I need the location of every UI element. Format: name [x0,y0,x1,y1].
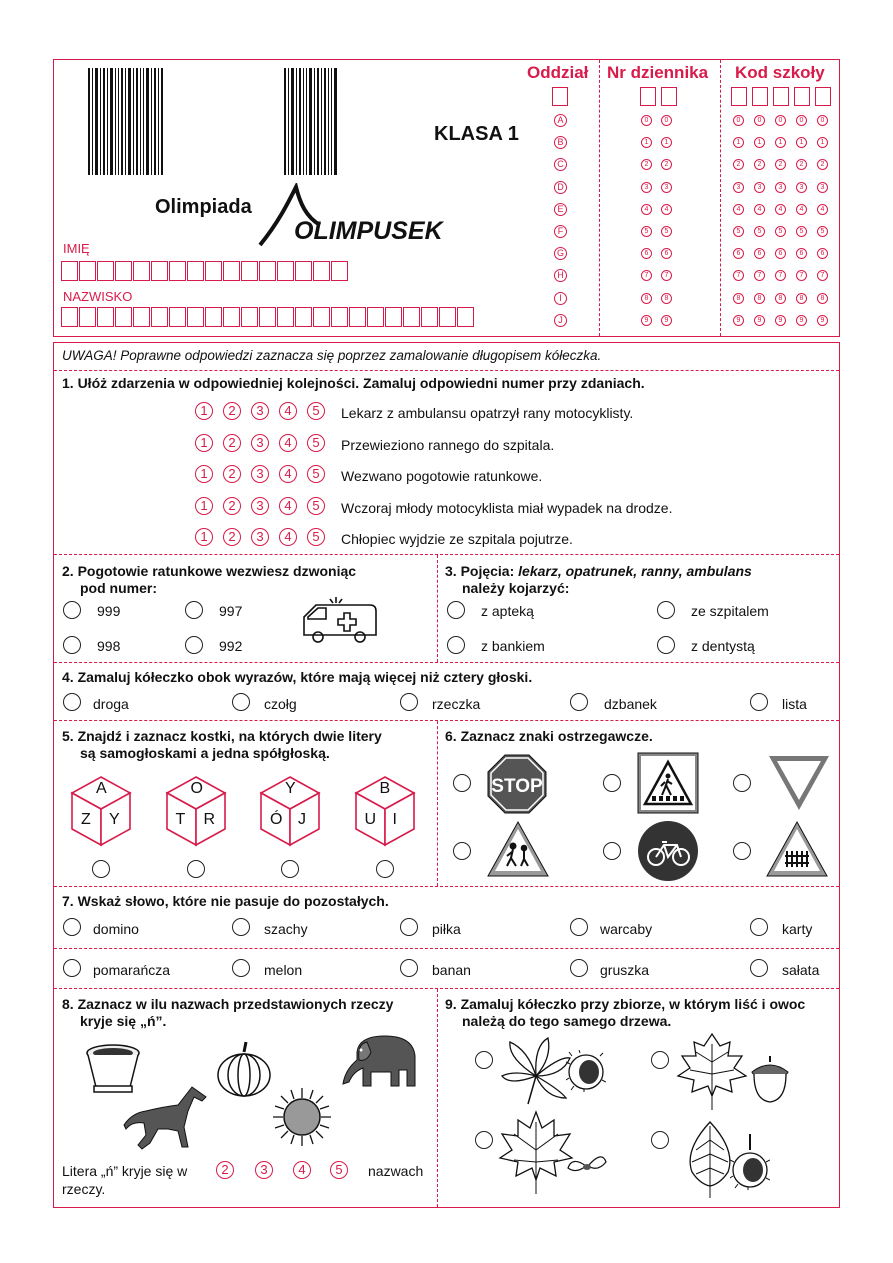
kod-bubble-1-0[interactable]: 0 [733,115,744,126]
q1-sentence-2: Przewieziono rannego do szpitala. [341,436,555,453]
q9-title: 9. Zamaluj kółeczko przy zbiorze, w którym liść i owoc [445,996,806,1012]
pedestrian-crossing-sign-icon [637,752,699,814]
kod-bubble-3-2[interactable]: 2 [775,159,786,170]
kod-bubble-5-8[interactable]: 8 [817,293,828,304]
q1-title: 1. Ułóż zdarzenia w odpowiedniej kolejności. Zamaluj odpowiedni numer przy zdaniach. [62,375,645,391]
q3-option-apteka: z apteką [481,603,534,619]
q7-title: 7. Wskaż słowo, które nie pasuje do pozostałych. [62,893,389,909]
kod-bubble-5-6[interactable]: 6 [817,248,828,259]
kod-bubble-5-5[interactable]: 5 [817,226,828,237]
q7-row2-option-5: sałata [782,962,820,978]
q8-number-5[interactable]: 5 [330,1161,348,1179]
cube-4-top-letter: B [379,780,391,797]
q2-option-999-circle[interactable] [63,601,81,619]
q1-row5-number-2[interactable]: 2 [223,528,241,546]
kod-bubble-5-0[interactable]: 0 [817,115,828,126]
q3-option-dentysta-circle[interactable] [657,636,675,654]
stop-text: STOP [491,776,543,797]
uwaga-note: UWAGA! Poprawne odpowiedzi zaznacza się poprzez zamalowanie długopisem kółeczka. [62,348,602,363]
cube-1-circle[interactable] [92,860,110,878]
q7-row2-option-4: gruszka [600,962,650,978]
q2-option-992: 992 [219,638,243,654]
kod-bubble-1-5[interactable]: 5 [733,226,744,237]
kod-bubble-4-9[interactable]: 9 [796,315,807,326]
q9-option-3-circle[interactable] [475,1131,493,1149]
elephant-icon [337,1032,421,1090]
q1-sentence-4: Wczoraj młody motocyklista miał wypadek na drodze. [341,499,673,516]
barcode [88,68,340,175]
stop-sign-icon [487,754,547,814]
q1-row5-number-1[interactable]: 1 [195,528,213,546]
kod-bubble-3-5[interactable]: 5 [775,226,786,237]
chestnut-fruit-icon [566,1050,606,1092]
kod-bubble-5-4[interactable]: 4 [817,204,828,215]
q2-option-999: 999 [97,603,121,619]
nr-bubble-2-5[interactable]: 5 [661,226,672,237]
oddzial-bubble-g[interactable]: G [554,247,567,260]
q1-row1-number-2[interactable]: 2 [223,402,241,420]
q8-number-4[interactable]: 4 [293,1161,311,1179]
q3-option-szpital: ze szpitalem [691,603,769,619]
q8-answer-prefix: Litera „ń” kryje się w [62,1163,188,1179]
kod-szkoly-bubbles [733,115,833,331]
q1-row5-number-3[interactable]: 3 [251,528,269,546]
nr-dziennika-header: Nr dziennika [607,63,709,82]
nr-bubble-1-4[interactable]: 4 [641,204,652,215]
last-name-label: NAZWISKO [63,289,133,304]
chestnut-leaf-icon [500,1036,572,1106]
kod-bubble-1-8[interactable]: 8 [733,293,744,304]
beech-leaf-icon [684,1120,736,1200]
q8-title: 8. Zaznacz w ilu nazwach przedstawionych rzeczy [62,996,394,1012]
q2-title-line2: pod numer: [80,580,157,596]
kod-bubble-4-6[interactable]: 6 [796,248,807,259]
acorn-icon [748,1054,792,1104]
nr-bubble-1-6[interactable]: 6 [641,248,652,259]
nr-bubble-1-3[interactable]: 3 [641,182,652,193]
q4-option-droga: droga [93,696,129,712]
q8-answer-suffix: nazwach [368,1163,424,1179]
q1-row1-number-5[interactable]: 5 [307,402,325,420]
q3-option-bank: z bankiem [481,638,545,654]
ambulance-icon [298,595,382,645]
kod-bubble-1-9[interactable]: 9 [733,315,744,326]
nr-bubble-2-9[interactable]: 9 [661,315,672,326]
q1-row4-number-5[interactable]: 5 [307,497,325,515]
kod-bubble-1-3[interactable]: 3 [733,182,744,193]
cube-2-circle[interactable] [187,860,205,878]
q7-row2-option-3-circle[interactable] [400,959,418,977]
oak-like-leaf-icon [676,1032,748,1112]
q2-option-992-circle[interactable] [185,636,203,654]
kod-bubble-1-2[interactable]: 2 [733,159,744,170]
q7-row2-option-1: pomarańcza [93,962,171,978]
q3-title-line2: należy kojarzyć: [462,580,570,596]
q4-option-czolg: czołg [264,696,297,712]
q7-row2-option-4-circle[interactable] [570,959,588,977]
q7-row1-option-4-circle[interactable] [570,918,588,936]
q7-row1-option-5-circle[interactable] [750,918,768,936]
q1-row4-number-4[interactable]: 4 [279,497,297,515]
q6-stop-circle[interactable] [453,774,471,792]
nr-bubble-2-1[interactable]: 1 [661,137,672,148]
kod-box-3[interactable] [773,87,789,106]
q6-crossing-circle[interactable] [603,774,621,792]
oddzial-bubble-h[interactable]: H [554,269,567,282]
q1-row2-number-2[interactable]: 2 [223,434,241,452]
q2-title: 2. Pogotowie ratunkowe wezwiesz dzwoniąc [62,563,357,579]
kod-bubble-1-1[interactable]: 1 [733,137,744,148]
kod-bubble-3-1[interactable]: 1 [775,137,786,148]
nr-bubble-2-3[interactable]: 3 [661,182,672,193]
q3-option-dentysta: z dentystą [691,638,755,654]
oddzial-bubble-i[interactable]: I [554,292,567,305]
q1-sentence-1: Lekarz z ambulansu opatrzył rany motocyklisty. [341,405,634,421]
q4-option-rzeczka: rzeczka [432,696,481,712]
oddzial-bubble-c[interactable]: C [554,158,567,171]
nr-bubble-2-2[interactable]: 2 [661,159,672,170]
oddzial-bubble-b[interactable]: B [554,136,567,149]
nr-bubble-2-0[interactable]: 0 [661,115,672,126]
q7-row2-option-2: melon [264,962,303,978]
q4-option-dzbanek-circle[interactable] [570,693,588,711]
q7-row2-option-5-circle[interactable] [750,959,768,977]
q9-option-1-circle[interactable] [475,1051,493,1069]
q1-row2-number-5[interactable]: 5 [307,434,325,452]
cube-2-left-letter: T [175,811,186,828]
q6-title: 6. Zaznacz znaki ostrzegawcze. [445,728,653,744]
q3-option-bank-circle[interactable] [447,636,465,654]
kod-bubble-3-3[interactable]: 3 [775,182,786,193]
oddzial-bubbles [553,114,569,330]
pumpkin-icon [216,1040,272,1098]
kod-bubble-2-2[interactable]: 2 [754,159,765,170]
cube-2-right-letter: R [203,811,216,828]
kod-bubble-2-1[interactable]: 1 [754,137,765,148]
kod-box-5[interactable] [815,87,831,106]
oddzial-bubble-d[interactable]: D [554,181,567,194]
q2-option-998-circle[interactable] [63,636,81,654]
q1-row1-number-4[interactable]: 4 [279,402,297,420]
nr-bubble-2-6[interactable]: 6 [661,248,672,259]
first-name-label: IMIĘ [63,241,90,256]
q2-option-997-circle[interactable] [185,601,203,619]
nr-bubble-1-8[interactable]: 8 [641,293,652,304]
q1-row3-number-5[interactable]: 5 [307,465,325,483]
q4-option-lista: lista [782,696,807,712]
kod-bubble-3-4[interactable]: 4 [775,204,786,215]
kod-bubble-2-4[interactable]: 4 [754,204,765,215]
q5-title-line2: są samogłoskami a jedna spółgłoską. [80,745,330,761]
kod-bubble-3-6[interactable]: 6 [775,248,786,259]
q2-option-998: 998 [97,638,121,654]
nr-bubble-1-0[interactable]: 0 [641,115,652,126]
q9-option-2-circle[interactable] [651,1051,669,1069]
children-crossing-sign-icon [486,820,550,878]
q1-row4-number-1[interactable]: 1 [195,497,213,515]
q7-row2-option-3: banan [432,962,471,978]
no-bicycles-sign-icon [637,820,699,882]
q3-option-apteka-circle[interactable] [447,601,465,619]
q1-row1-number-1[interactable]: 1 [195,402,213,420]
q4-title: 4. Zamaluj kółeczko obok wyrazów, które mają więcej niż cztery głoski. [62,669,533,685]
kod-bubble-3-8[interactable]: 8 [775,293,786,304]
last-name-boxes[interactable] [61,307,473,329]
cube-1-top-letter: A [96,780,107,797]
nr-box-1[interactable] [640,87,656,106]
q7-row1-option-5: karty [782,921,813,937]
q2-option-997: 997 [219,603,243,619]
nr-bubble-1-5[interactable]: 5 [641,226,652,237]
kod-bubble-3-9[interactable]: 9 [775,315,786,326]
kod-bubble-4-7[interactable]: 7 [796,270,807,281]
class-label: KLASA 1 [434,123,519,145]
kod-bubble-5-2[interactable]: 2 [817,159,828,170]
kod-bubble-5-7[interactable]: 7 [817,270,828,281]
nr-bubble-1-1[interactable]: 1 [641,137,652,148]
kod-bubble-2-3[interactable]: 3 [754,182,765,193]
cube-3-top-letter: Y [285,780,296,797]
nr-bubble-2-7[interactable]: 7 [661,270,672,281]
q8-answer-line2: rzeczy. [62,1181,106,1197]
q1-row4-number-2[interactable]: 2 [223,497,241,515]
oddzial-header: Oddział [527,63,589,82]
q1-row3-number-2[interactable]: 2 [223,465,241,483]
kod-bubble-2-5[interactable]: 5 [754,226,765,237]
cube-1-left-letter: Z [81,811,91,828]
q7-row1-option-2: szachy [264,921,308,937]
kod-bubble-5-9[interactable]: 9 [817,315,828,326]
nr-box-2[interactable] [661,87,677,106]
q4-option-droga-circle[interactable] [63,693,81,711]
kod-szkoly-header: Kod szkoły [735,63,825,82]
kod-bubble-3-7[interactable]: 7 [775,270,786,281]
horse-icon [122,1083,210,1153]
sun-icon [271,1086,333,1148]
q4-option-dzbanek: dzbanek [604,696,657,712]
q3-terms: lekarz, opatrunek, ranny, ambulans [518,563,752,579]
q1-row4-number-3[interactable]: 3 [251,497,269,515]
q4-option-lista-circle[interactable] [750,693,768,711]
kod-bubble-4-0[interactable]: 0 [796,115,807,126]
q1-row3-number-3[interactable]: 3 [251,465,269,483]
kod-bubble-4-4[interactable]: 4 [796,204,807,215]
kod-bubble-2-6[interactable]: 6 [754,248,765,259]
oddzial-bubble-f[interactable]: F [554,225,567,238]
cube-3-circle[interactable] [281,860,299,878]
oddzial-box[interactable] [552,87,568,106]
kod-bubble-1-6[interactable]: 6 [733,248,744,259]
q4-option-czolg-circle[interactable] [232,693,250,711]
q7-row1-option-1-circle[interactable] [63,918,81,936]
logo-text: OLIMPUSEK [294,217,443,245]
kod-box-4[interactable] [794,87,810,106]
q1-rows [195,402,755,552]
yield-sign-icon [767,754,831,812]
q1-row5-number-4[interactable]: 4 [279,528,297,546]
kod-bubble-1-4[interactable]: 4 [733,204,744,215]
maple-leaf-icon [498,1110,574,1196]
oddzial-bubble-e[interactable]: E [554,203,567,216]
olimpiada-label: Olimpiada [155,196,252,218]
railway-crossing-sign-icon [765,820,829,878]
q1-row3-number-1[interactable]: 1 [195,465,213,483]
kod-bubble-2-8[interactable]: 8 [754,293,765,304]
kod-bubble-5-3[interactable]: 3 [817,182,828,193]
cube-3-right-letter: J [298,811,306,828]
kod-bubble-4-2[interactable]: 2 [796,159,807,170]
cube-4-circle[interactable] [376,860,394,878]
q7-row1-option-1: domino [93,921,139,937]
kod-bubble-4-8[interactable]: 8 [796,293,807,304]
q6-children-circle[interactable] [453,842,471,860]
q1-row2-number-3[interactable]: 3 [251,434,269,452]
olimpusek-logo [256,183,466,249]
q7-row2-option-1-circle[interactable] [63,959,81,977]
q1-row1-number-3[interactable]: 3 [251,402,269,420]
kod-bubble-1-7[interactable]: 7 [733,270,744,281]
q7-row1-option-2-circle[interactable] [232,918,250,936]
q6-yield-circle[interactable] [733,774,751,792]
q4-option-rzeczka-circle[interactable] [400,693,418,711]
oddzial-bubble-j[interactable]: J [554,314,567,327]
q8-number-2[interactable]: 2 [216,1161,234,1179]
q8-title-line2: kryje się „ń”. [80,1013,167,1029]
q8-number-3[interactable]: 3 [255,1161,273,1179]
cube-2-top-letter: O [190,780,203,797]
cube-4-left-letter: U [364,811,377,828]
q1-sentence-3: Wezwano pogotowie ratunkowe. [341,468,543,484]
q9-option-4-circle[interactable] [651,1131,669,1149]
q7-row1-option-3: piłka [432,921,461,937]
q5-cubes [70,775,430,885]
kod-box-1[interactable] [731,87,747,106]
q7-row1-option-4: warcaby [600,921,653,937]
q5-title: 5. Znajdź i zaznacz kostki, na których dwie litery [62,728,382,744]
oddzial-bubble-a[interactable]: A [554,114,567,127]
kod-bubble-4-3[interactable]: 3 [796,182,807,193]
kod-bubble-2-9[interactable]: 9 [754,315,765,326]
kod-bubble-2-0[interactable]: 0 [754,115,765,126]
q7-row1-option-3-circle[interactable] [400,918,418,936]
nr-bubble-1-2[interactable]: 2 [641,159,652,170]
q7-row-1 [0,918,893,940]
q1-row2-number-4[interactable]: 4 [279,434,297,452]
q6-railway-circle[interactable] [733,842,751,860]
nr-dziennika-bubbles [641,115,681,331]
cube-1-right-letter: Y [109,811,120,828]
kod-bubble-4-5[interactable]: 5 [796,226,807,237]
q3-option-szpital-circle[interactable] [657,601,675,619]
nr-bubble-1-7[interactable]: 7 [641,270,652,281]
nr-bubble-2-4[interactable]: 4 [661,204,672,215]
kod-bubble-2-7[interactable]: 7 [754,270,765,281]
q1-sentence-5: Chłopiec wyjdzie ze szpitala pojutrze. [341,531,573,547]
q1-row2-number-1[interactable]: 1 [195,434,213,452]
q7-row-2 [0,959,893,981]
q1-row3-number-4[interactable]: 4 [279,465,297,483]
nr-bubble-2-8[interactable]: 8 [661,293,672,304]
q3-title: 3. Pojęcia: lekarz, opatrunek, ranny, ambulans [445,563,752,579]
cube-3-left-letter: Ó [270,811,283,828]
q7-row2-option-2-circle[interactable] [232,959,250,977]
nr-bubble-1-9[interactable]: 9 [641,315,652,326]
maple-seed-icon [566,1146,608,1186]
kod-bubble-4-1[interactable]: 1 [796,137,807,148]
kod-box-2[interactable] [752,87,768,106]
first-name-boxes[interactable] [61,261,353,283]
chestnut-fruit-2-icon [730,1132,770,1192]
kod-bubble-5-1[interactable]: 1 [817,137,828,148]
q1-row5-number-5[interactable]: 5 [307,528,325,546]
q9-title-line2: należą do tego samego drzewa. [462,1013,672,1029]
q6-bicycle-circle[interactable] [603,842,621,860]
kod-bubble-3-0[interactable]: 0 [775,115,786,126]
cube-4-right-letter: I [392,811,397,828]
